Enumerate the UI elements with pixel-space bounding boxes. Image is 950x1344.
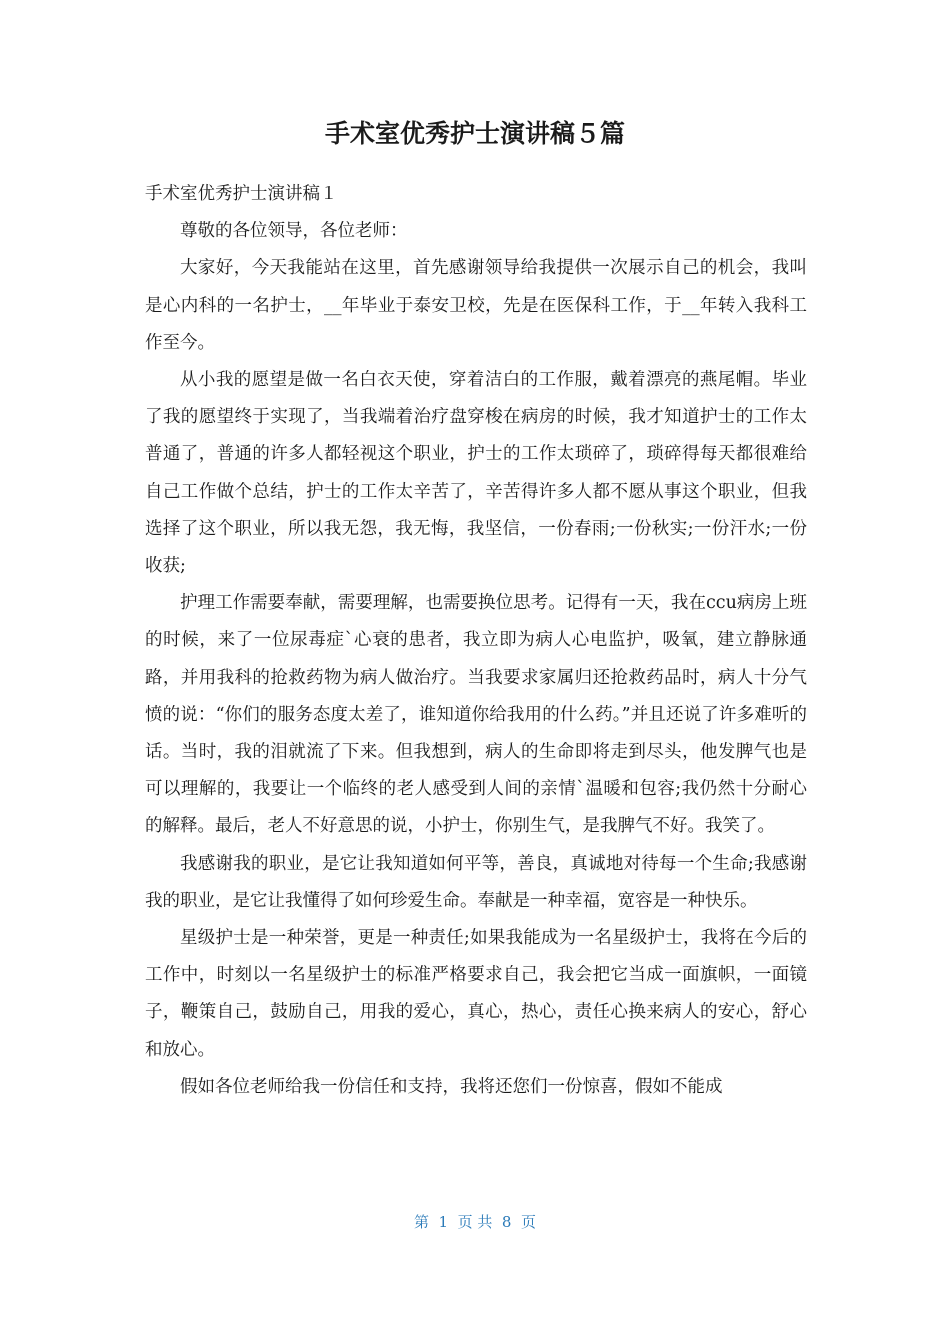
document-title: 手术室优秀护士演讲稿５篇 bbox=[324, 119, 625, 148]
paragraph-salutation: 尊敬的各位领导，各位老师： bbox=[180, 221, 408, 242]
document-body bbox=[145, 176, 807, 1106]
paragraph-ccu-story: 护理工作需要奉献，需要理解，也需要换位思考。记得有一天，我在ccu病房上班的时候，来了一位尿毒症`心衰的患者，我立即为病人心电监护，吸氧，建立静脉通路，并用我科的抢救药物为病人做治疗。当我要求家属归还抢救药品时，病人十分气愤的说：“你们的服务态度太差了，谁知道你给我用的什么药。”并且还说了许多难听的话。当时，我的泪就流了下来。但我想到，病人的生命即将走到尽头，他发脾气也是可以理解的，我要让一个临终的老人感受到人间的亲情`温暖和包容;我仍然十分耐心的解释。最后，老人不好意思的说，小护士，你别生气，是我脾气不好。我笑了。 bbox=[145, 593, 807, 837]
paragraph-star-nurse: 星级护士是一种荣誉，更是一种责任;如果我能成为一名星级护士，我将在今后的工作中，时刻以一名星级护士的标准严格要求自己，我会把它当成一面旗帜，一面镜子，鞭策自己，鼓励自己，用我的爱心，真心，热心，责任心换来病人的安心，舒心和放心。 bbox=[145, 928, 807, 1060]
paragraph-gratitude: 我感谢我的职业，是它让我知道如何平等，善良，真诚地对待每一个生命;我感谢我的职业，是它让我懂得了如何珍爱生命。奉献是一种幸福，宽容是一种快乐。 bbox=[145, 853, 807, 911]
paragraph-childhood-wish: 从小我的愿望是做一名白衣天使，穿着洁白的工作服，戴着漂亮的燕尾帽。毕业了我的愿望终于实现了，当我端着治疗盘穿梭在病房的时候，我才知道护士的工作太普通了，普通的许多人都轻视这个职业，护士的工作太琐碎了，琐碎得每天都很难给自己工作做个总结，护士的工作太辛苦了，辛苦得许多人都不愿从事这个职业，但我选择了这个职业，所以我无怨，我无悔，我坚信，一份春雨;一份秋实;一份汗水;一份收获; bbox=[145, 370, 807, 577]
section-subtitle: 手术室优秀护士演讲稿１ bbox=[145, 184, 338, 204]
paragraph-introduction: 大家好，今天我能站在这里，首先感谢领导给我提供一次展示自己的机会，我叫是心内科的一名护士，__年毕业于泰安卫校，先是在医保科工作，于__年转入我科工作至今。 bbox=[145, 258, 807, 353]
paragraph-closing: 假如各位老师给我一份信任和支持，我将还您们一份惊喜，假如不能成 bbox=[180, 1076, 723, 1097]
page-number-footer: 第 1 页 共 8 页 bbox=[414, 1213, 536, 1231]
